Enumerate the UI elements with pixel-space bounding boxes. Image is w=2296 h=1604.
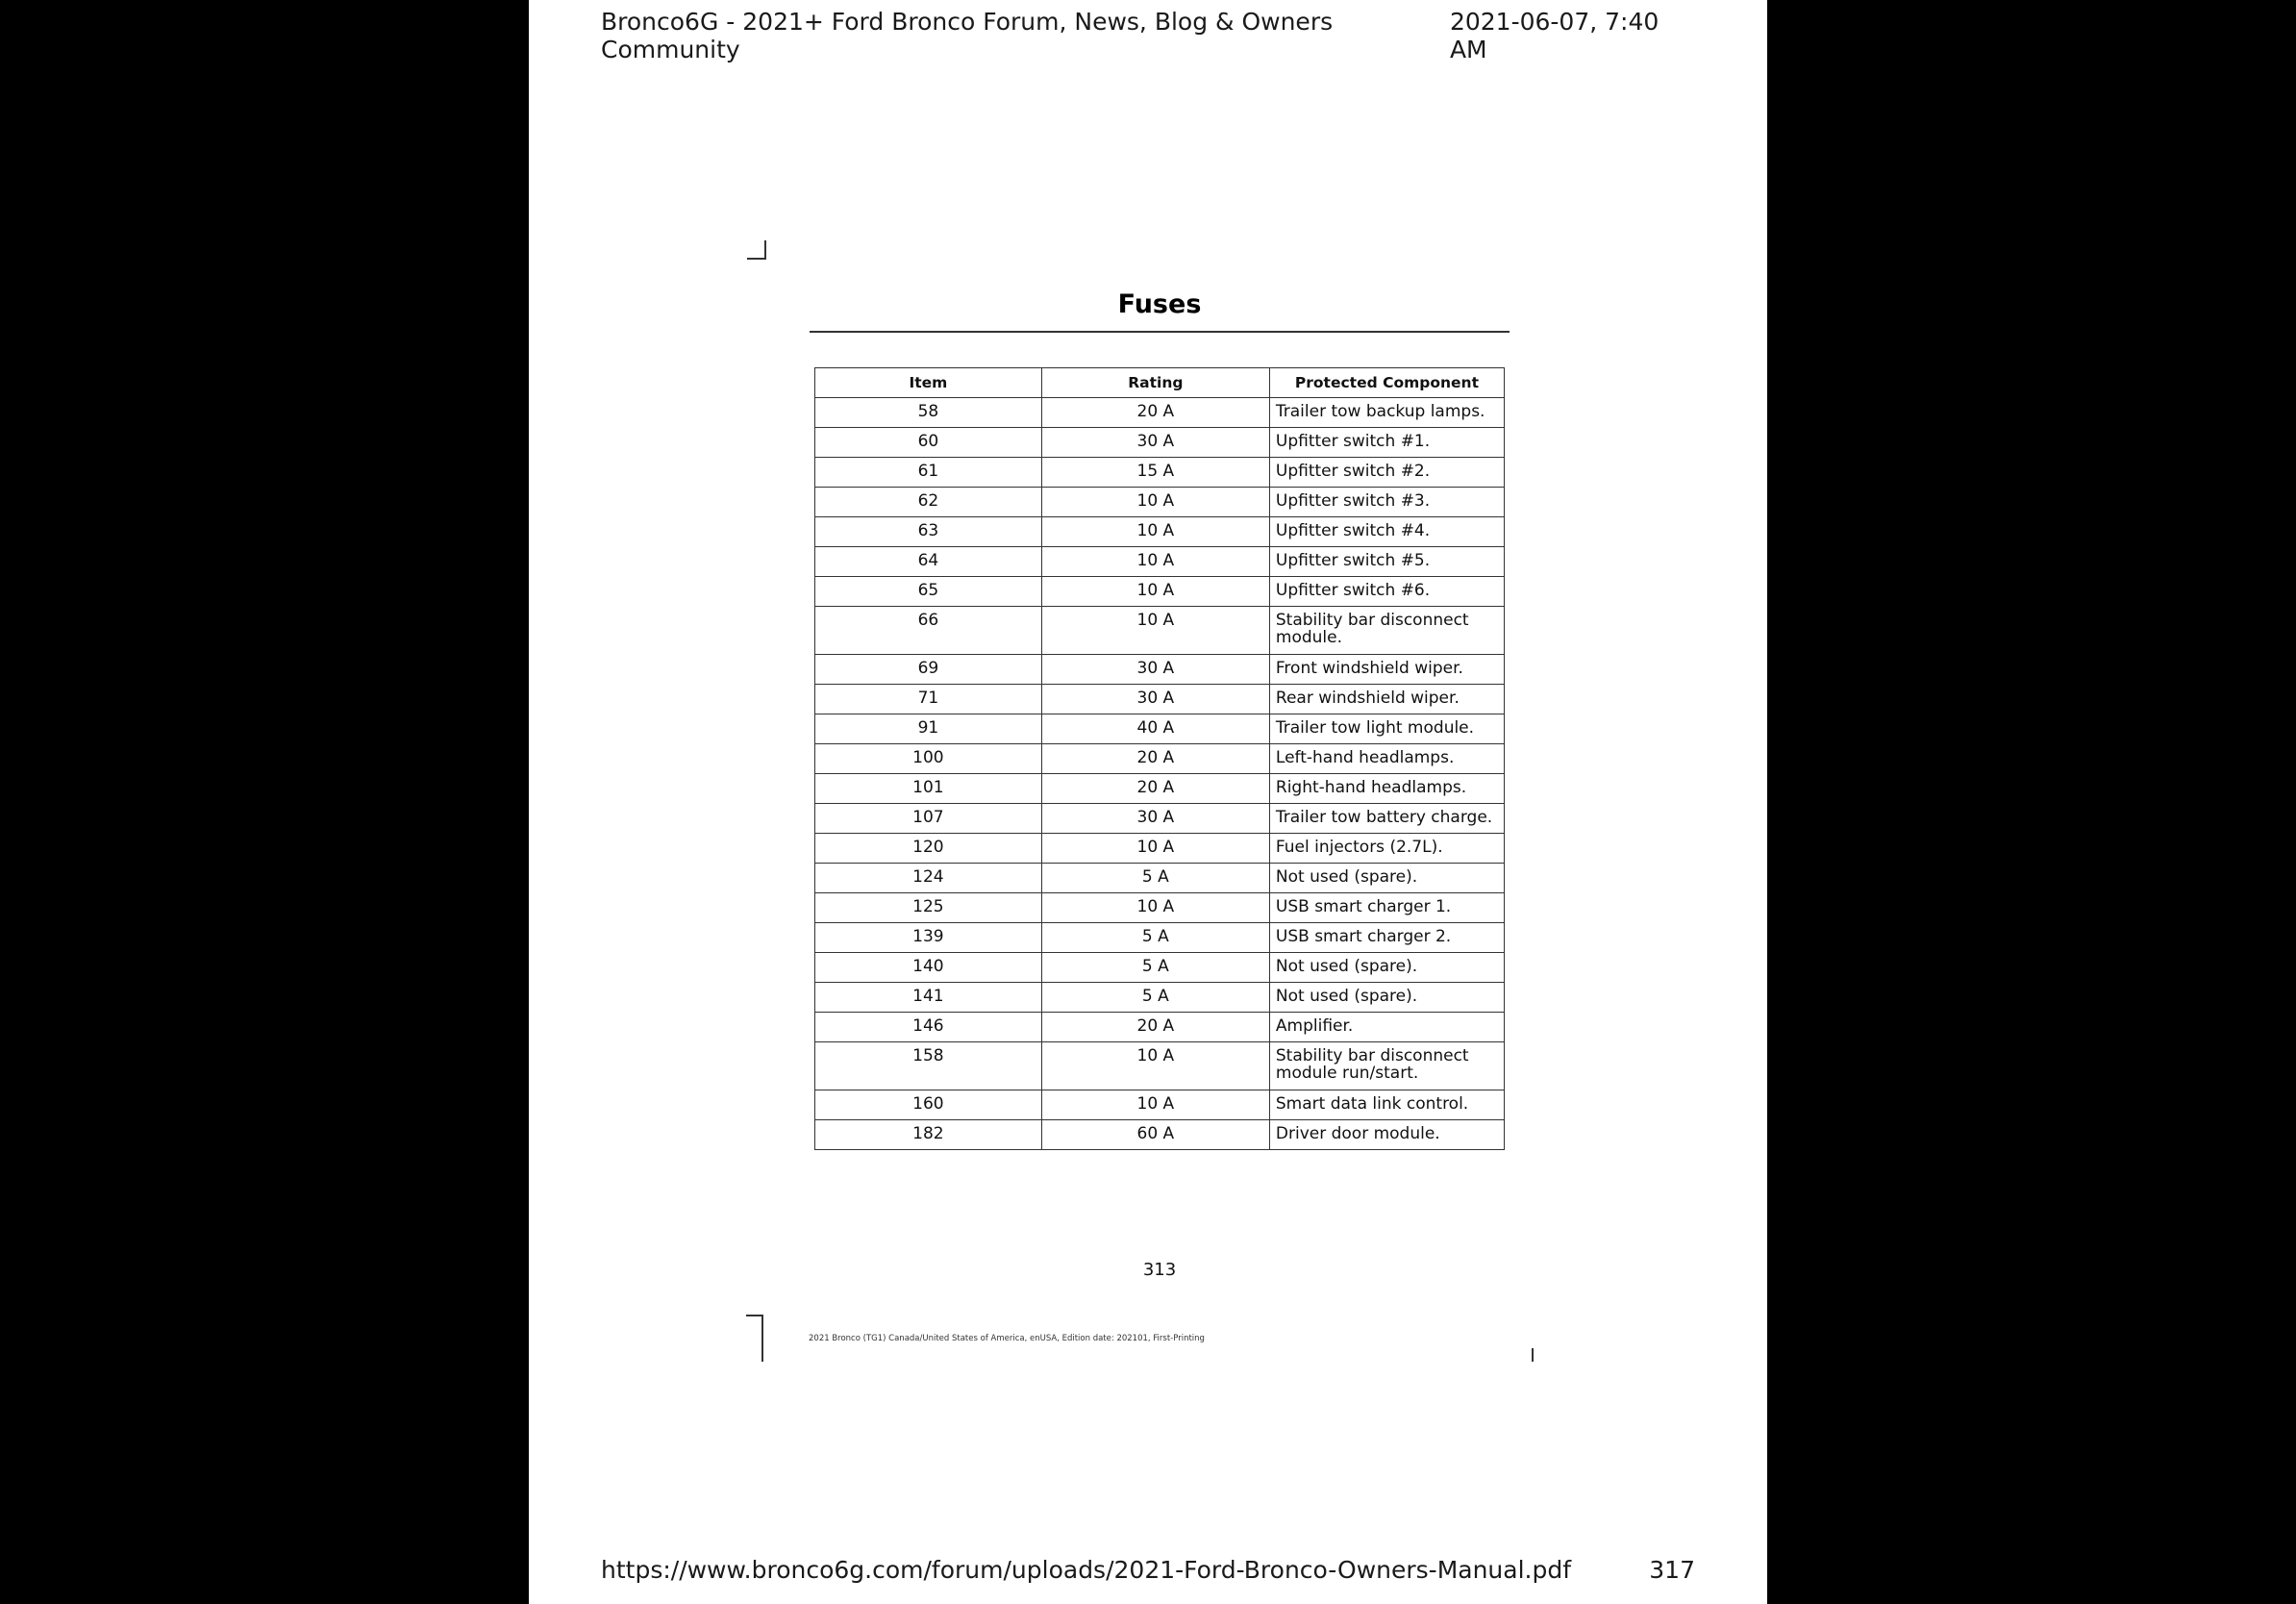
cell-component: Upfitter switch #3. [1269,488,1504,517]
page-title: Fuses [1117,289,1202,319]
header-rating: Rating [1041,368,1269,398]
table-row [815,893,1505,923]
cell-item: 69 [815,655,1042,685]
header-item: Item [815,368,1042,398]
table-row [815,864,1505,893]
title-divider [810,331,1510,333]
cell-item: 63 [815,517,1042,547]
table-row [815,1120,1505,1150]
cell-component: Upfitter switch #4. [1269,517,1504,547]
table-row [815,488,1505,517]
cell-item: 146 [815,1013,1042,1042]
table-row [815,547,1505,577]
cell-component: Upfitter switch #5. [1269,547,1504,577]
crop-tick-right [1532,1348,1534,1362]
cell-rating: 30 A [1041,804,1269,834]
table-row [815,517,1505,547]
cell-component: Not used (spare). [1269,953,1504,983]
cell-rating: 10 A [1041,547,1269,577]
cell-item: 100 [815,744,1042,774]
pdf-page [529,0,1767,1604]
table-row [815,1042,1505,1090]
cell-rating: 10 A [1041,1090,1269,1120]
cell-item: 60 [815,428,1042,458]
cell-item: 62 [815,488,1042,517]
cell-rating: 10 A [1041,488,1269,517]
cell-component: Smart data link control. [1269,1090,1504,1120]
cell-item: 182 [815,1120,1042,1150]
cell-item: 58 [815,398,1042,428]
cell-rating: 40 A [1041,714,1269,744]
table-row [815,428,1505,458]
table-row [815,458,1505,488]
site-name: Bronco6G - 2021+ Ford Bronco Forum, News, Blog & Owners Community [601,8,1334,63]
table-row [815,685,1505,714]
cell-rating: 5 A [1041,953,1269,983]
cell-component: Stability bar disconnect module. [1269,607,1504,655]
cell-item: 107 [815,804,1042,834]
cell-item: 125 [815,893,1042,923]
header-protected-component: Protected Component [1269,368,1504,398]
table-row [815,714,1505,744]
cell-component: USB smart charger 2. [1269,923,1504,953]
cell-rating: 15 A [1041,458,1269,488]
cell-component: Trailer tow battery charge. [1269,804,1504,834]
cell-component: Rear windshield wiper. [1269,685,1504,714]
cell-component: Fuel injectors (2.7L). [1269,834,1504,864]
cell-component: Upfitter switch #1. [1269,428,1504,458]
cell-component: Not used (spare). [1269,864,1504,893]
cell-rating: 10 A [1041,607,1269,655]
cell-component: USB smart charger 1. [1269,893,1504,923]
table-row [815,804,1505,834]
cell-rating: 30 A [1041,428,1269,458]
sheet-number: 317 [1649,1555,1695,1584]
cell-component: Left-hand headlamps. [1269,744,1504,774]
source-url[interactable]: https://www.bronco6g.com/forum/uploads/2021-Ford-Bronco-Owners-Manual.pdf [601,1555,1572,1584]
table-header-row [815,368,1505,398]
cell-component: Trailer tow backup lamps. [1269,398,1504,428]
cell-component: Driver door module. [1269,1120,1504,1150]
cell-item: 71 [815,685,1042,714]
cell-rating: 30 A [1041,655,1269,685]
cell-item: 140 [815,953,1042,983]
fuse-table-body [815,398,1505,1150]
page-number: 313 [1142,1260,1177,1280]
cell-rating: 20 A [1041,1013,1269,1042]
table-row [815,1013,1505,1042]
cell-rating: 20 A [1041,398,1269,428]
cell-rating: 5 A [1041,923,1269,953]
table-row [815,398,1505,428]
cell-item: 101 [815,774,1042,804]
cell-component: Right-hand headlamps. [1269,774,1504,804]
cell-item: 120 [815,834,1042,864]
cell-item: 64 [815,547,1042,577]
table-row [815,607,1505,655]
cell-item: 61 [815,458,1042,488]
cell-rating: 30 A [1041,685,1269,714]
cell-item: 158 [815,1042,1042,1090]
cell-component: Front windshield wiper. [1269,655,1504,685]
cell-component: Amplifier. [1269,1013,1504,1042]
cell-component: Upfitter switch #6. [1269,577,1504,607]
table-row [815,953,1505,983]
edition-note: 2021 Bronco (TG1) Canada/United States of America, enUSA, Edition date: 202101, First-Printing [809,1334,1205,1343]
cell-rating: 10 A [1041,893,1269,923]
table-row [815,744,1505,774]
print-datetime: 2021-06-07, 7:40 AM [1449,8,1660,63]
cell-rating: 5 A [1041,983,1269,1013]
table-row [815,923,1505,953]
cell-rating: 5 A [1041,864,1269,893]
cell-component: Stability bar disconnect module run/start. [1269,1042,1504,1090]
table-row [815,983,1505,1013]
cell-rating: 60 A [1041,1120,1269,1150]
print-footer [601,1553,1695,1586]
cell-rating: 10 A [1041,1042,1269,1090]
table-row [815,774,1505,804]
cell-item: 66 [815,607,1042,655]
cell-component: Trailer tow light module. [1269,714,1504,744]
cell-rating: 10 A [1041,517,1269,547]
crop-mark-top-left [747,240,766,260]
cell-rating: 20 A [1041,774,1269,804]
table-row [815,655,1505,685]
cell-component: Not used (spare). [1269,983,1504,1013]
table-row [815,1090,1505,1120]
cell-item: 139 [815,923,1042,953]
table-row [815,577,1505,607]
crop-tick-left [761,1348,763,1362]
cell-rating: 10 A [1041,577,1269,607]
cell-rating: 20 A [1041,744,1269,774]
cell-component: Upfitter switch #2. [1269,458,1504,488]
print-header [601,8,1695,63]
cell-item: 91 [815,714,1042,744]
table-row [815,834,1505,864]
cell-item: 124 [815,864,1042,893]
cell-rating: 10 A [1041,834,1269,864]
cell-item: 65 [815,577,1042,607]
cell-item: 160 [815,1090,1042,1120]
cell-item: 141 [815,983,1042,1013]
fuse-table [814,367,1505,1150]
